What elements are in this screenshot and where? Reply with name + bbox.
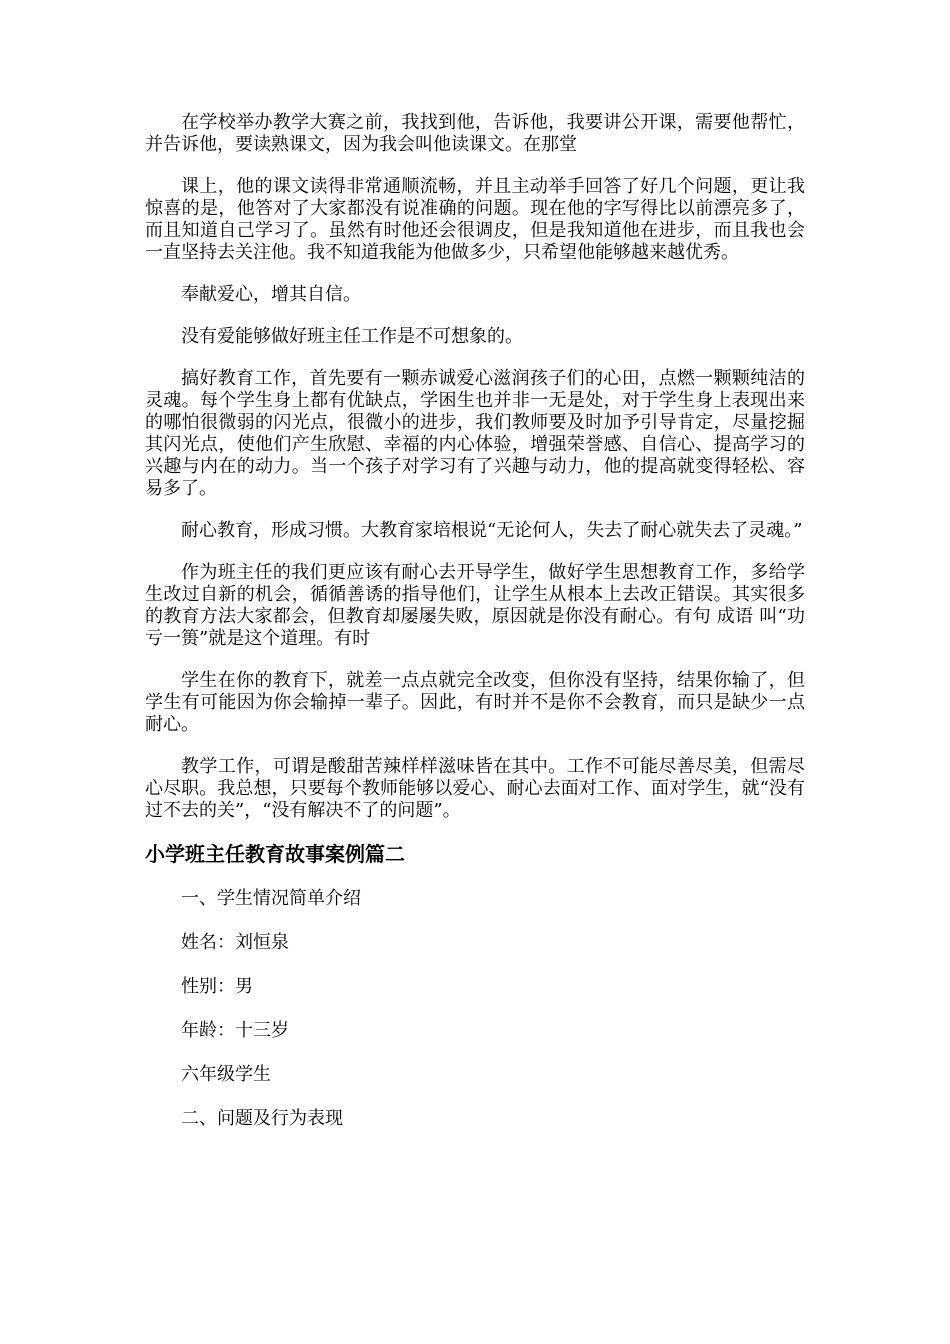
paragraph: 没有爱能够做好班主任工作是不可想象的。: [181, 326, 523, 347]
paragraph: 教学工作，可谓是酸甜苦辣样样滋味皆在其中。工作不可能尽善尽美，但需尽心尽职。我总想，只要每个教师能够以爱心、耐心去面对工作、面对学生，就“没有过不去的关”，“没有解决不了的问题”。: [145, 756, 805, 821]
student-grade: 六年级学生: [181, 1064, 271, 1085]
paragraph: 作为班主任的我们更应该有耐心去开导学生，做好学生思想教育工作，多给学生改过自新的机会，循循善诱的指导他们，让学生从根本上去改正错误。其实很多的教育方法大家都会，但教育却屡屡失败，原因就是你没有耐心。有句 成语 叫“功亏一篑”就是这个道理。有时: [145, 562, 805, 649]
section-subheading-intro: 一、学生情况简单介绍: [181, 888, 361, 909]
paragraph: 耐心教育，形成习惯。大教育家培根说“无论何人，失去了耐心就失去了灵魂。”: [181, 520, 803, 541]
paragraph: 在学校举办教学大赛之前，我找到他，告诉他，我要讲公开课，需要他帮忙，并告诉他，要读熟课文，因为我会叫他读课文。在那堂: [145, 112, 805, 155]
student-age: 年龄：十三岁: [181, 1020, 289, 1041]
section-heading: 小学班主任教育故事案例篇二: [145, 842, 405, 866]
paragraph: 奉献爱心，增其自信。: [181, 284, 361, 305]
paragraph: 课上，他的课文读得非常通顺流畅，并且主动举手回答了好几个问题，更让我惊喜的是，他答对了大家都没有说准确的问题。现在他的字写得比以前漂亮多了，而且知道自己学习了。虽然有时他还会很调皮，但是我知道他在进步，而且我也会一直坚持去关注他。我不知道我能为他做多少，只希望他能够越来越优秀。: [145, 176, 805, 263]
document-page: [145, 112, 805, 1152]
section-subheading-problems: 二、问题及行为表现: [181, 1108, 343, 1129]
paragraph: 学生在你的教育下，就差一点点就完全改变，但你没有坚持，结果你输了，但学生有可能因为你会输掉一辈子。因此，有时并不是你不会教育，而只是缺少一点耐心。: [145, 670, 805, 735]
student-gender: 性别：男: [181, 976, 253, 997]
paragraph: 搞好教育工作，首先要有一颗赤诚爱心滋润孩子们的心田，点燃一颗颗纯洁的灵魂。每个学生身上都有优缺点，学困生也并非一无是处，对于学生身上表现出来的哪怕很微弱的闪光点，很微小的进步，我们教师要及时加予引导肯定，尽量挖掘其闪光点，使他们产生欣慰、幸福的内心体验，增强荣誉感、自信心、提高学习的兴趣与内在的动力。当一个孩子对学习有了兴趣与动力，他的提高就变得轻松、容易多了。: [145, 368, 805, 499]
student-name: 姓名：刘恒泉: [181, 932, 289, 953]
